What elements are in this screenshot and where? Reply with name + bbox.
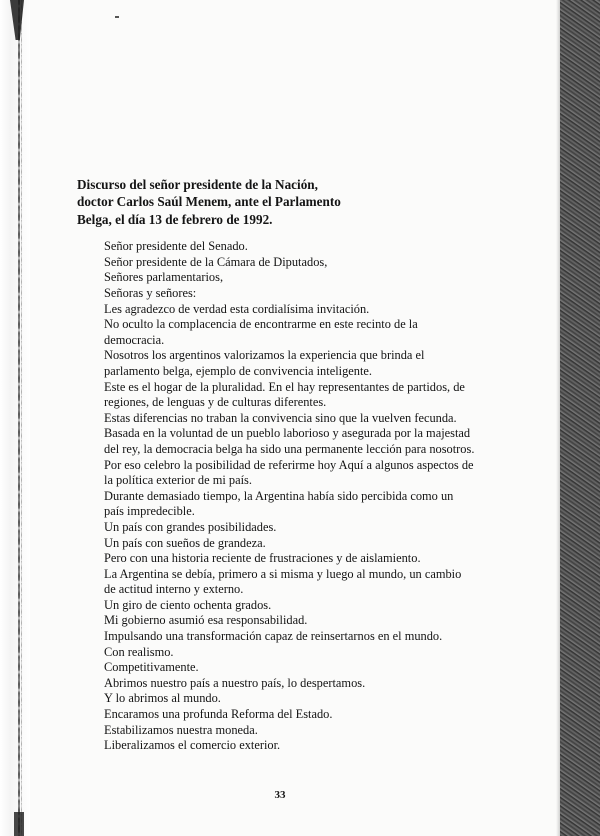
paragraph-line: Este es el hogar de la pluralidad. En el hay representantes de partidos, de	[104, 379, 465, 394]
paragraph	[77, 598, 487, 614]
paragraph-line: Señor presidente del Senado.	[104, 239, 248, 254]
paragraph-line: Abrimos nuestro país a nuestro país, lo despertamos.	[104, 675, 366, 690]
paragraph-line: Un país con sueños de grandeza.	[104, 535, 266, 550]
speech-heading	[77, 176, 487, 228]
paragraph	[77, 629, 487, 645]
paragraph-line: Competitivamente.	[104, 660, 199, 675]
paragraph	[77, 426, 487, 457]
paragraph-line: Mi gobierno asumió esa responsabilidad.	[104, 613, 308, 628]
paragraph	[77, 536, 487, 552]
heading-line: doctor Carlos Saúl Menem, ante el Parlamento	[77, 194, 341, 210]
paragraph	[77, 380, 487, 411]
paragraph-line: democracia.	[104, 332, 165, 347]
paragraph-line: Durante demasiado tiempo, la Argentina había sido percibida como un	[104, 488, 454, 503]
paragraph-line: Un país con grandes posibilidades.	[104, 519, 277, 534]
binding-edge	[0, 0, 30, 836]
paragraph-line: La Argentina se debía, primero a si misma y luego al mundo, un cambio	[104, 566, 462, 581]
paragraph-line: Señor presidente de la Cámara de Diputados,	[104, 254, 328, 269]
paragraph-line: Un giro de ciento ochenta grados.	[104, 597, 272, 612]
paragraph	[77, 239, 487, 255]
paragraph-line: del rey, la democracia belga ha sido una permanente lección para nosotros.	[104, 441, 475, 456]
paragraph-line: regiones, de lenguas y de culturas diferentes.	[104, 395, 327, 410]
binding-shadow-line	[18, 0, 20, 836]
paragraph-line: No oculto la complacencia de encontrarme en este recinto de la	[104, 317, 418, 332]
paragraph	[77, 723, 487, 739]
paragraph-line: Señoras y señores:	[104, 286, 197, 300]
paragraph-line: Les agradezco de verdad esta cordialísima invitación.	[104, 301, 370, 316]
paragraph	[77, 567, 487, 598]
paragraph-line: la política exterior de mi país.	[104, 473, 252, 488]
paragraph-line: Estabilizamos nuestra moneda.	[104, 722, 258, 737]
right-scan-border	[560, 0, 600, 836]
paragraph-line: Encaramos una profunda Reforma del Estado.	[104, 707, 333, 722]
paragraph	[77, 738, 487, 754]
paragraph	[77, 302, 487, 318]
paragraph-line: Impulsando una transformación capaz de reinsertarnos en el mundo.	[104, 629, 443, 644]
scan-speck	[115, 16, 119, 18]
speech-text	[77, 239, 487, 754]
paragraph-line: de actitud interno y externo.	[104, 582, 244, 597]
paragraph	[77, 411, 487, 427]
paragraph-line: Señores parlamentarios,	[104, 270, 224, 285]
paragraph	[77, 489, 487, 520]
paragraph	[77, 317, 487, 348]
paragraph-line: parlamento belga, ejemplo de convivencia inteligente.	[104, 363, 373, 378]
paragraph-line: Con realismo.	[104, 644, 174, 659]
binding-bottom-mark	[14, 812, 24, 836]
paragraph-line: Liberalizamos el comercio exterior.	[104, 738, 281, 753]
paragraph	[77, 458, 487, 489]
paragraph	[77, 707, 487, 723]
paragraph	[77, 660, 487, 676]
paragraph	[77, 551, 487, 567]
paragraph	[77, 255, 487, 271]
paragraph	[77, 520, 487, 536]
paragraph	[77, 270, 487, 286]
paragraph-line: Y lo abrimos al mundo.	[104, 691, 221, 706]
paragraph	[77, 286, 487, 302]
heading-line: Belga, el día 13 de febrero de 1992.	[77, 211, 273, 227]
paragraph	[77, 613, 487, 629]
paragraph-line: Por eso celebro la posibilidad de referirme hoy Aquí a algunos aspectos de	[104, 457, 474, 472]
binding-shadow-line-secondary	[21, 0, 22, 836]
paragraph-line: Basada en la voluntad de un pueblo laborioso y asegurada por la majestad	[104, 426, 471, 441]
paragraph	[77, 691, 487, 707]
paragraph-line: país impredecible.	[104, 504, 195, 519]
paragraph	[77, 348, 487, 379]
paragraph-line: Estas diferencias no traban la convivencia sino que la vuelven fecunda.	[104, 410, 457, 425]
document-body	[77, 176, 487, 754]
heading-line: Discurso del señor presidente de la Nación,	[77, 177, 318, 192]
paragraph	[77, 676, 487, 692]
paragraph-line: Pero con una historia reciente de frustraciones y de aislamiento.	[104, 551, 421, 566]
paragraph	[77, 645, 487, 661]
paragraph-line: Nosotros los argentinos valorizamos la experiencia que brinda el	[104, 348, 425, 363]
page-number: 33	[274, 789, 286, 801]
